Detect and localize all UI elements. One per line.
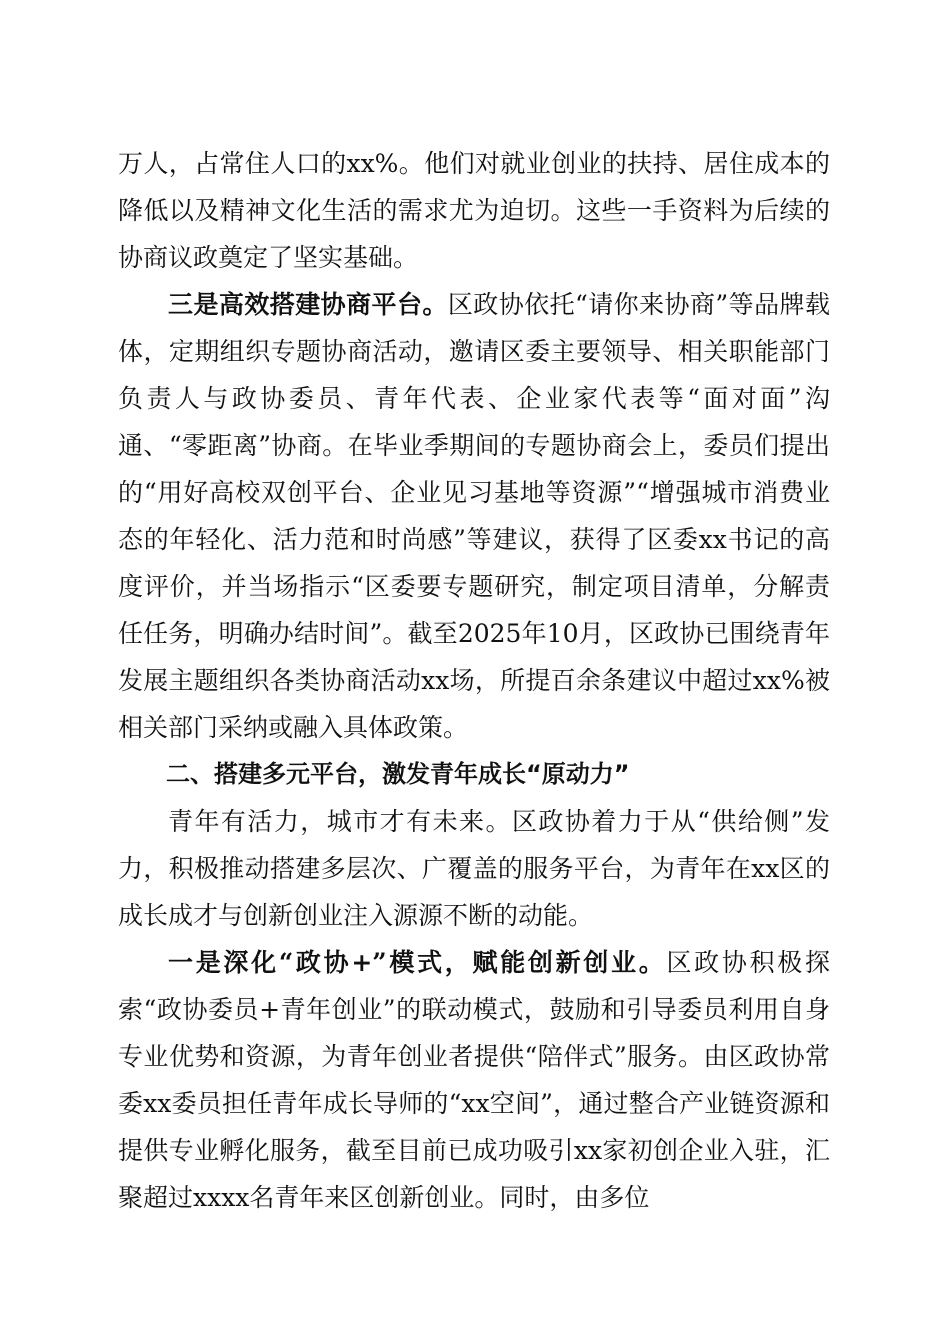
paragraph-text: 万人，占常住人口的xx%。他们对就业创业的扶持、居住成本的降低以及精神文化生活的需求尤为迫切。这些一手资料为后续的协商议政奠定了坚实基础。 bbox=[118, 149, 830, 272]
paragraph-text: 区政协依托“请你来协商”等品牌载体，定期组织专题协商活动，邀请区委主要领导、相关职能部门负责人与政协委员、青年代表、企业家代表等“面对面”沟通、“零距离”协商。在毕业季期间的专题协商会上，委员们提出的“用好高校双创平台、企业见习基地等资源”“增强城市消费业态的年轻化、活力范和时尚感”等建议，获得了区委xx书记的高度评价，并当场指示“区委要专题研究，制定项目清单，分解责任任务，明确办结时间”。截至2025年10月，区政协已围绕青年发展主题组织各类协商活动xx场，所提百余条建议中超过xx%被相关部门采纳或融入具体政策。 bbox=[118, 290, 830, 742]
document-body bbox=[118, 140, 830, 1221]
paragraph-youth-vitality bbox=[118, 798, 830, 939]
paragraph-text: 青年有活力，城市才有未来。区政协着力于从“供给侧”发力，积极推动搭建多层次、广覆盖的服务平台，为青年在xx区的成长成才与创新创业注入源源不断的动能。 bbox=[118, 807, 830, 930]
section-heading: 二、搭建多元平台，激发青年成长“原动力” bbox=[166, 760, 630, 788]
paragraph-consultation-platform bbox=[118, 281, 830, 751]
paragraph-text: 区政协积极探索“政协委员+青年创业”的联动模式，鼓励和引导委员利用自身专业优势和资源，为青年创业者提供“陪伴式”服务。由区政协常委xx委员担任青年成长导师的“xx空间”，通过整合产业链资源和提供专业孵化服务，截至目前已成功吸引xx家初创企业入驻，汇聚超过xxxx名青年来区创新创业。同时，由多位 bbox=[118, 948, 830, 1212]
paragraph-cppcc-plus-model bbox=[118, 939, 830, 1221]
paragraph-lead: 一是深化“政协+”模式，赋能创新创业。 bbox=[168, 948, 667, 977]
paragraph-population-needs bbox=[118, 140, 830, 281]
paragraph-lead: 三是高效搭建协商平台。 bbox=[168, 290, 448, 319]
